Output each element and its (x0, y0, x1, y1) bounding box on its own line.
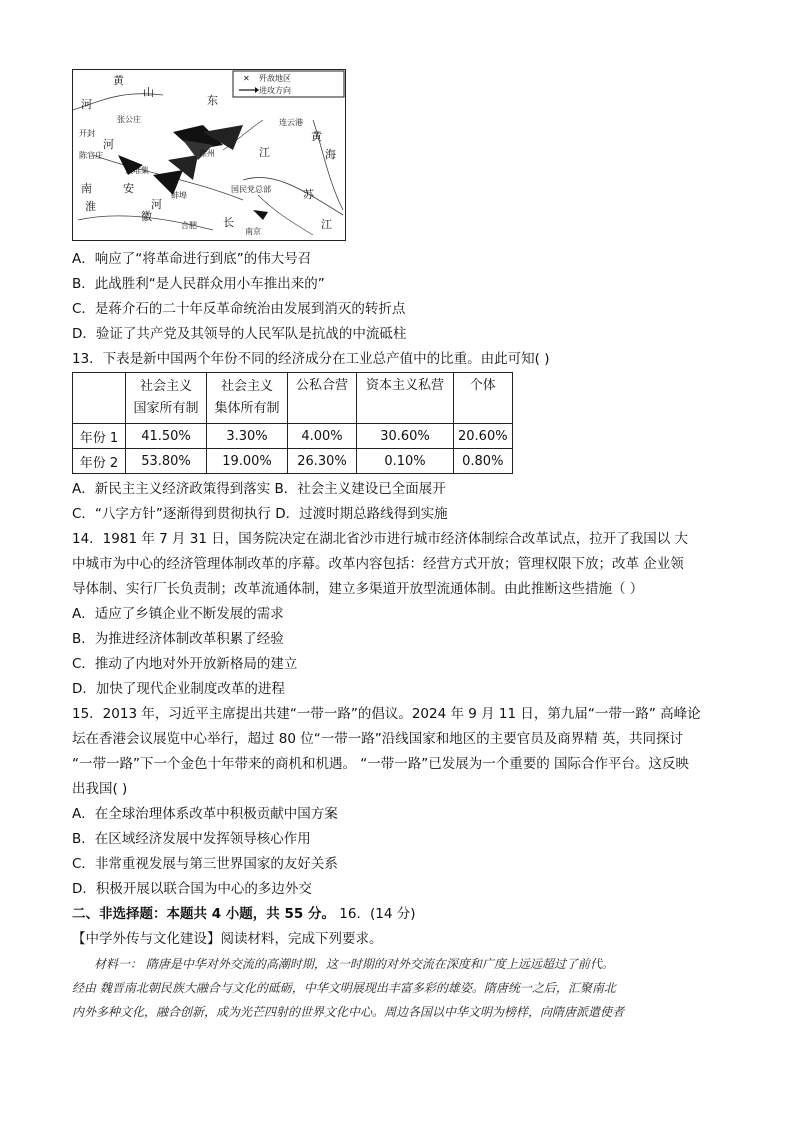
legend-item-1: 歼敌地区 (259, 74, 291, 83)
map-label: 海 (325, 148, 336, 161)
material-line-3: 内外多种文化，融合创新，成为光芒四射的世界文化中心。周边各国以中华文明为榜样，向隋唐派遣使者 (72, 1005, 625, 1019)
map-graphic (73, 70, 345, 240)
q12-option-b: B．此战胜利“是人民群众用小车推出来的” (72, 276, 325, 292)
table-header: 资本主义私营 (357, 373, 454, 424)
q15-option-d: D．积极开展以联合国为中心的多边外交 (72, 881, 312, 897)
q13-option-ab: A．新民主主义经济政策得到落实 B．社会主义建设已全面展开 (72, 481, 446, 497)
map-label: 开封 (79, 129, 95, 138)
q14-stem-line-3: 导体制、实行厂长负责制；改革流通体制，建立多渠道开放型流通体制。由此推断这些措施（ ） (72, 581, 644, 597)
section2-heading: 二、非选择题：本题共 4 小题，共 55 分。 (72, 906, 335, 922)
legend-cross-icon: ✕ (243, 74, 250, 83)
map-label: 蚌埠 (171, 191, 187, 200)
q15-option-b: B．在区域经济发展中发挥领导核心作用 (72, 831, 311, 847)
map-label: 徽 (141, 210, 152, 223)
q12-option-d: D．验证了共产党及其领导的人民军队是抗战的中流砥柱 (72, 326, 407, 342)
q15-stem-line-2: 坛在香港会议展览中心举行，超过 80 位“一带一路”沿线国家和地区的主要官员及商界精 英，共同探讨 (72, 731, 684, 747)
legend-item-2: 进攻方向 (259, 86, 291, 95)
table-header: 公私合营 (288, 373, 357, 424)
table-row: 年份 2 53.80% 19.00% 26.30% 0.10% 0.80% (73, 449, 513, 474)
table-header: 社会主义 集体所有制 (207, 373, 288, 424)
map-label: 安 (123, 182, 134, 195)
q14-stem-line-2: 中城市为中心的经济管理体制改革的序幕。改革内容包括：经营方式开放；管理权限下放；改革 企业领 (72, 556, 684, 572)
map-label: 河 (81, 98, 92, 111)
table-header: 个体 (454, 373, 513, 424)
map-label: 苏 (303, 188, 314, 201)
q15-stem-line-4: 出我国( ) (72, 781, 128, 797)
map-label: 东 (207, 94, 218, 107)
q15-option-a: A．在全球治理体系改革中积极贡献中国方案 (72, 806, 338, 822)
map-label: 徐州 (199, 149, 215, 158)
map-label: 河 (103, 138, 114, 151)
map-label: 国民党总部 (231, 185, 271, 194)
q15-stem-line-3: “一带一路”下一个金色十年带来的商机和机遇。 “一带一路”已发展为一个重要的 国际合作平台。这反映 (72, 756, 690, 772)
map-label: 黄 (113, 74, 124, 87)
map-label: 陈官庄 (79, 151, 103, 160)
table-row: 年份 1 41.50% 3.30% 4.00% 30.60% 20.60% (73, 424, 513, 449)
table-corner (73, 373, 126, 424)
q13-stem: 13．下表是新中国两个年份不同的经济成分在工业总产值中的比重。由此可知( ) (72, 351, 550, 367)
q16-label: 16．(14 分) (339, 906, 416, 922)
map-label: 南京 (245, 227, 261, 236)
q15-stem-line-1: 15．2013 年，习近平主席提出共建“一带一路”的倡议。2024 年 9 月 11 日，第九届“一带一路” 高峰论 (72, 706, 701, 722)
section2-heading-line (72, 905, 415, 923)
map-label: 双堆集 (125, 166, 149, 175)
q14-stem-line-1: 14．1981 年 7 月 31 日，国务院决定在湖北省沙市进行城市经济体制综合改革试点，拉开了我国以 大 (72, 531, 689, 547)
q12-option-a: A．响应了“将革命进行到底”的伟大号召 (72, 251, 312, 267)
map-label: 南 (81, 182, 92, 195)
q16-intro: 【中学外传与文化建设】阅读材料，完成下列要求。 (72, 931, 383, 947)
map-label: 江 (321, 218, 332, 231)
economy-table (72, 372, 513, 474)
map-label: 江 (259, 146, 270, 159)
map-label: 河 (151, 198, 162, 211)
q13-option-cd: C．“八字方针”逐渐得到贯彻执行 D．过渡时期总路线得到实施 (72, 506, 448, 522)
q15-option-c: C．非常重视发展与第三世界国家的友好关系 (72, 856, 338, 872)
table-header: 社会主义 国家所有制 (126, 373, 207, 424)
material-line-1: 材料一： 隋唐是中华对外交流的高潮时期，这一时期的对外交流在深度和广度上远远超过了前代。 (94, 957, 614, 971)
map-label: 山 (143, 86, 154, 99)
map-label: 淮 (85, 200, 96, 213)
map-label: 合肥 (181, 221, 197, 230)
map-label: 张公庄 (117, 115, 141, 124)
material-line-2: 经由 魏晋南北朝民族大融合与文化的砥砺，中华文明展现出丰富多彩的雄姿。隋唐统一之后，汇聚南北 (72, 981, 616, 995)
q14-option-b: B．为推进经济体制改革积累了经验 (72, 631, 284, 647)
map-label: 连云港 (279, 118, 303, 127)
q14-option-c: C．推动了内地对外开放新格局的建立 (72, 656, 298, 672)
map-label: 长 (223, 216, 234, 229)
q14-option-a: A．适应了乡镇企业不断发展的需求 (72, 606, 284, 622)
map-label: 黄 (311, 130, 322, 143)
q14-option-d: D．加快了现代企业制度改革的进程 (72, 681, 285, 697)
q12-option-c: C．是蒋介石的二十年反革命统治由发展到消灭的转折点 (72, 301, 406, 317)
huaihai-campaign-map (72, 69, 346, 241)
